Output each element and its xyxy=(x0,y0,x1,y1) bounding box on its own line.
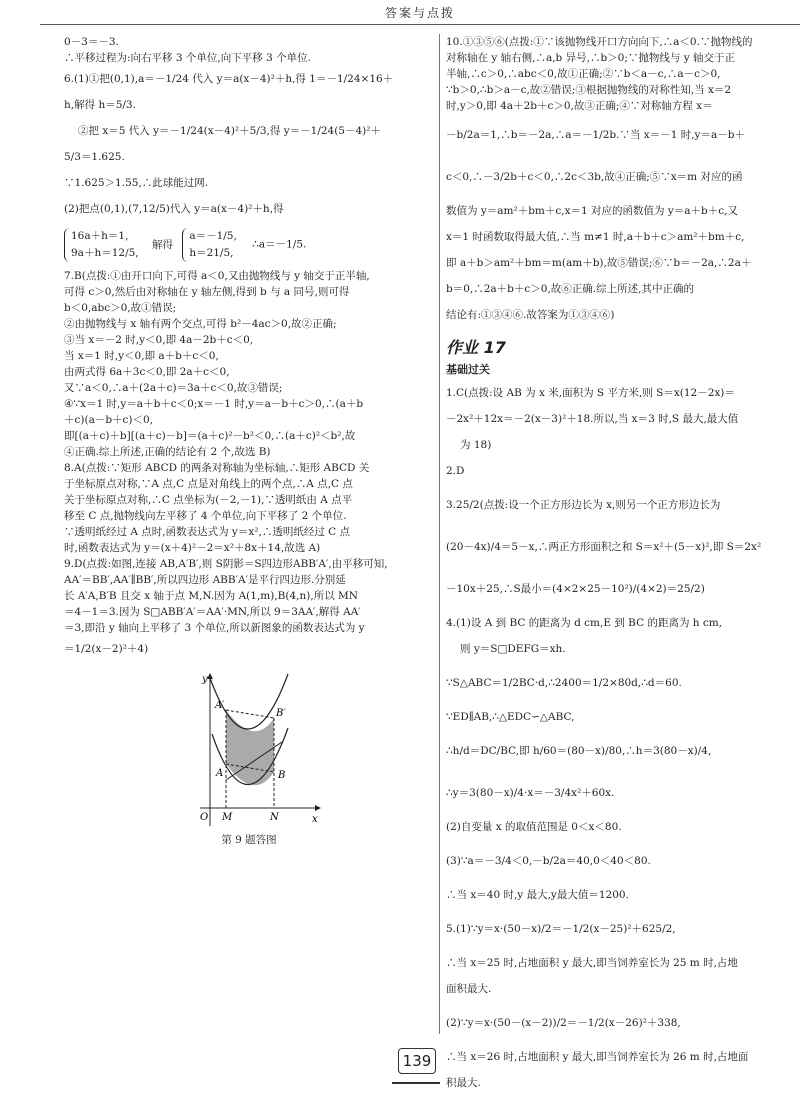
text-line: 积最大. xyxy=(446,1077,481,1089)
text-line: ②把 x＝5 代入 y＝－1/24(x－4)²＋5/3,得 y＝－1/24(5－4)²＋ xyxy=(78,125,381,137)
text-line: (2)∵y＝x·(50－(x－2))/2＝－1/2(x－26)²＋338, xyxy=(446,1017,681,1029)
text-line: ∵S△ABC＝1/2BC·d,∴2400＝1/2×80d,∴d＝60. xyxy=(446,677,682,689)
header-title: 答案与点拨 xyxy=(384,6,455,20)
text-line: ④∵x＝1 时,y＝a＋b＋c＜0;x＝－1 时,y＝a－b＋c＞0,∴(a＋b xyxy=(64,398,364,410)
text-line: 10.①③⑤⑥(点拨:①∵该抛物线开口方向向下,∴a＜0.∵抛物线的 xyxy=(446,36,753,48)
text-line: ∴平移过程为:向右平移 3 个单位,向下平移 3 个单位. xyxy=(64,52,311,64)
text-line: 又∵a＜0,∴a＋(2a＋c)＝3a＋c＜0,故③错误; xyxy=(64,382,283,394)
text-line: 时,函数表达式为 y＝(x＋4)²－2＝x²＋8x＋14,故选 A) xyxy=(64,542,321,554)
section-title: 作业 17 xyxy=(446,338,506,357)
text-line: ∵ED∥AB,∴△EDC∽△ABC, xyxy=(446,711,575,723)
text-line: ＝1/2(x－2)²＋4) xyxy=(64,643,149,655)
text-line: b＝0,∴2a＋b＋c＞0,故⑥正确.综上所述,其中正确的 xyxy=(446,283,694,295)
system-sol1: a＝－1/5, xyxy=(189,230,237,242)
text-line: －b/2a＝1,∴b＝－2a,∴a＝－1/2b.∵当 x＝－1 时,y＝a－b＋ xyxy=(446,129,745,141)
text-line: －10x＋25,∴S最小＝(4×2×25－10²)/(4×2)＝25/2) xyxy=(446,583,705,595)
label-a-prime: A′ xyxy=(215,700,225,711)
text-line: AA′＝BB′,AA′∥BB′,所以四边形 ABB′A′是平行四边形.分别延 xyxy=(64,574,346,586)
text-line: 面积最大. xyxy=(446,983,492,995)
text-line: ＝4－1＝3.因为 S□ABB′A′＝AA′·MN,所以 9＝3AA′,解得 AA′ xyxy=(64,606,361,618)
text-line: (3)∵a＝－3/4＜0,－b/2a＝40,0＜40＜80. xyxy=(446,855,651,867)
text-line: (2)把点(0,1),(7,12/5)代入 y＝a(x－4)²＋h,得 xyxy=(64,203,284,215)
text-line: 7.B(点拨:①由开口向下,可得 a＜0,又由抛物线与 y 轴交于正半轴, xyxy=(64,270,370,282)
text-line: h,解得 h＝5/3. xyxy=(64,99,136,111)
text-line: ∴当 x＝40 时,y 最大,y最大值＝1200. xyxy=(446,889,629,901)
text-line: 于坐标原点对称,∵A 点,C 点是对角线上的两个点,∴A 点,C 点 xyxy=(64,478,353,490)
text-line: 结论有:①③④⑥.故答案为①③④⑥) xyxy=(446,309,615,321)
text-line: ∴当 x＝25 时,占地面积 y 最大,即当饲养室长为 25 m 时,占地 xyxy=(446,957,738,969)
right-column xyxy=(446,34,800,1096)
text-line: 即[(a＋c)＋b][(a＋c)－b]＝(a＋c)²－b²＜0,∴(a＋c)²＜b²,故 xyxy=(64,430,356,442)
text-line: x＝1 时函数取得最大值,∴当 m≠1 时,a＋b＋c＞am²＋bm＋c, xyxy=(446,231,745,243)
text-line: 当 x＝1 时,y＜0,即 a＋b＋c＜0, xyxy=(64,350,219,362)
text-line: ∴y＝3(80－x)/4·x＝－3/4x²＋60x. xyxy=(446,787,615,799)
label-b: B xyxy=(278,770,286,781)
text-line: b＜0,abc＞0,故①错误; xyxy=(64,302,177,314)
system-eq1: 16a＋h＝1, xyxy=(71,230,129,242)
system-eq2: 9a＋h＝12/5, xyxy=(71,247,139,259)
sub-title: 基础过关 xyxy=(446,363,490,376)
text-line: ④正确.综上所述,正确的结论有 2 个,故选 B) xyxy=(64,446,271,458)
label-n: N xyxy=(270,812,279,823)
label-m: M xyxy=(222,812,233,823)
text-line: ∴h/d＝DC/BC,即 h/60＝(80－x)/80,∴h＝3(80－x)/4, xyxy=(446,745,712,757)
text-line: ∵b＞0,∴b＞a－c,故②错误;③根据抛物线的对称性知,当 x＝2 xyxy=(446,84,732,96)
text-line: 6.(1)①把(0,1),a＝－1/24 代入 y＝a(x－4)²＋h,得 1＝－1/24×16＋ xyxy=(64,73,394,85)
text-line: 2.D xyxy=(446,465,465,477)
column-divider xyxy=(439,34,440,1034)
label-o: O xyxy=(200,812,209,823)
page-number: 139 xyxy=(398,1048,436,1074)
text-line: 9.D(点拨:如图,连接 AB,A′B′,则 S阴影＝S四边形ABB′A′,由平移可知, xyxy=(64,558,388,570)
text-line: ∴当 x＝26 时,占地面积 y 最大,即当饲养室长为 26 m 时,占地面 xyxy=(446,1051,749,1063)
text-line: 5/3＝1.625. xyxy=(64,151,125,163)
text-line: 长 A′A,B′B 且交 x 轴于点 M,N.因为 A(1,m),B(4,n),所以 MN xyxy=(64,590,358,602)
text-line: 对称轴在 y 轴右侧,∴a,b 异号,∴b＞0;∵抛物线与 y 轴交于正 xyxy=(446,52,735,64)
text-line: 为 18) xyxy=(460,439,492,451)
figure-caption: 第 9 题答图 xyxy=(221,834,277,846)
text-line: 即 a＋b＞am²＋bm＝m(am＋b),故⑤错误;⑥∵b＝－2a,∴2a＋ xyxy=(446,257,752,269)
equation-system xyxy=(64,228,434,262)
text-line: 1.C(点拨:设 AB 为 x 米,面积为 S 平方米,则 S＝x(12－2x)＝ xyxy=(446,387,735,399)
system-conclusion: ∴a＝－1/5. xyxy=(252,238,307,251)
label-x: x xyxy=(312,814,318,825)
text-line: 数值为 y＝am²＋bm＋c,x＝1 对应的函数值为 y＝a＋b＋c,又 xyxy=(446,205,738,217)
text-line: 半轴,∴c＞0,∴abc＜0,故①正确;②∵b＜a－c,∴a－c＞0, xyxy=(446,68,721,80)
figure-9-diagram xyxy=(196,670,326,830)
text-line: 3.25/2(点拨:设一个正方形边长为 x,则另一个正方形边长为 xyxy=(446,499,721,511)
left-column xyxy=(64,34,434,848)
text-line: 8.A(点拨:∵矩形 ABCD 的两条对称轴为坐标轴,∴矩形 ABCD 关 xyxy=(64,462,370,474)
text-line: (20－4x)/4＝5－x,∴两正方形面积之和 S＝x²＋(5－x)²,即 S＝2x² xyxy=(446,541,762,553)
text-line: ∵透明纸经过 A 点时,函数表达式为 y＝x²,∴透明纸经过 C 点 xyxy=(64,526,351,538)
page-number-decoration xyxy=(392,1074,440,1084)
label-y: y xyxy=(202,674,208,685)
line-a2b2 xyxy=(226,710,274,718)
text-line: (2)自变量 x 的取值范围是 0＜x＜80. xyxy=(446,821,622,833)
text-line: 时,y＞0,即 4a＋2b＋c＞0,故③正确;④∵对称轴方程 x＝ xyxy=(446,100,713,112)
text-line: 则 y＝S□DEFG＝xh. xyxy=(460,643,566,655)
text-line: ＋c)(a－b＋c)＜0, xyxy=(64,414,154,426)
text-line: 移至 C 点,抛物线向左平移了 4 个单位,向下平移了 2 个单位. xyxy=(64,510,347,522)
label-b-prime: B′ xyxy=(276,708,286,719)
text-line: 由两式得 6a＋3c＜0,即 2a＋c＜0, xyxy=(64,366,230,378)
page-header xyxy=(40,0,800,25)
label-a: A xyxy=(216,768,224,779)
text-line: ∵1.625＞1.55,∴此球能过网. xyxy=(64,177,209,189)
parabola-graph xyxy=(196,670,326,830)
text-line: ②由抛物线与 x 轴有两个交点,可得 b²－4ac＞0,故②正确; xyxy=(64,318,337,330)
text-line: 关于坐标原点对称,∴C 点坐标为(－2,－1),∵透明纸由 A 点平 xyxy=(64,494,353,506)
text-line: 4.(1)设 A 到 BC 的距离为 d cm,E 到 BC 的距离为 h cm, xyxy=(446,617,723,629)
text-line: －2x²＋12x＝－2(x－3)²＋18.所以,当 x＝3 时,S 最大,最大值 xyxy=(446,413,739,425)
system-sol2: h＝21/5, xyxy=(189,247,234,259)
text-line: 可得 c＞0,然后由对称轴在 y 轴左侧,得到 b 与 a 同号,则可得 xyxy=(64,286,350,298)
text-line: ③当 x＝－2 时,y＜0,即 4a－2b＋c＜0, xyxy=(64,334,254,346)
text-line: c＜0,∴－3/2b＋c＜0,∴2c＜3b,故④正确;⑤∵x＝m 对应的函 xyxy=(446,171,743,183)
text-line: 0－3＝－3. xyxy=(64,36,119,48)
text-line: 5.(1)∵y＝x·(50－x)/2＝－1/2(x－25)²＋625/2, xyxy=(446,923,676,935)
text-line: ＝3,即沿 y 轴向上平移了 3 个单位,所以新图象的函数表达式为 y xyxy=(64,622,365,634)
system-solve-word: 解得 xyxy=(151,238,173,251)
